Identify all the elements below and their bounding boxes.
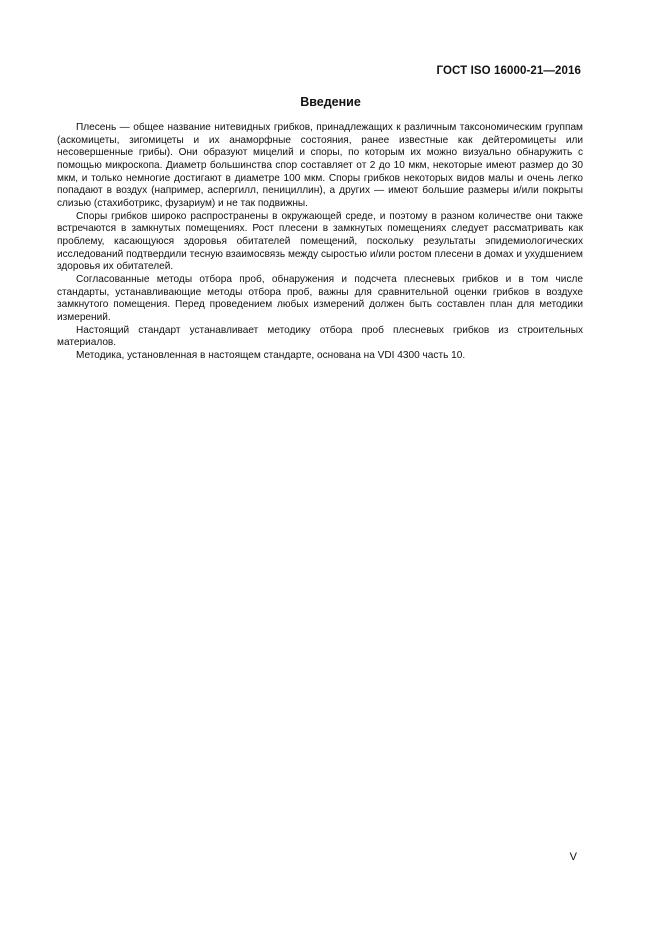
paragraph-method-basis: Методика, установленная в настоящем стандарте, основана на VDI 4300 часть 10. xyxy=(76,349,466,361)
section-title: Введение xyxy=(300,95,361,109)
paragraph-mold-definition: Плесень — общее название нитевидных грибков, принадлежащих к различным таксономическим группам (аскомицеты, зигомицеты и их анаморфные состояния, ранее известные как дейтеромицеты или несовершенные грибы). Они образуют мицелий и споры, по которым их можно визуально обнаружить с помощью микроскопа. Диаметр большинства спор составляет от 2 до 10 мкм, некоторые имеют размер до 30 мкм, и только немногие достигают в диаметре 100 мкм. Споры грибков некоторых видов малы и очень легко попадают в воздух (например, аспергилл, пенициллин), а других — имеют большие размеры и/или покрыты слизью (стахиботрикс, фузариум) и не так подвижны. xyxy=(57,122,583,209)
introduction-body xyxy=(57,122,583,362)
paragraph-sampling-methods: Согласованные методы отбора проб, обнаружения и подсчета плесневых грибков и в том числе стандарты, устанавливающие методы отбора проб, важны для сравнительной оценки грибков в воздухе замкнутого помещения. Перед проведением любых измерений должен быть составлен план для методики измерений. xyxy=(57,273,583,323)
standard-code-header: ГОСТ ISO 16000-21—2016 xyxy=(436,65,581,77)
paragraph-standard-scope: Настоящий стандарт устанавливает методику отбора проб плесневых грибков из строительных материалов. xyxy=(57,324,583,349)
page-number: V xyxy=(569,851,577,863)
paragraph-spores-spread: Споры грибков широко распространены в окружающей среде, и поэтому в разном количестве они также встречаются в замкнутых помещениях. Рост плесени в замкнутых помещениях следует рассматривать как проблему, касающуюся здоровья обитателей помещений, поскольку результаты эпидемиологических исследований подтвердили тесную взаимосвязь между сыростью и/или ростом плесени в домах и ухудшением здоровья их обитателей. xyxy=(57,210,583,273)
